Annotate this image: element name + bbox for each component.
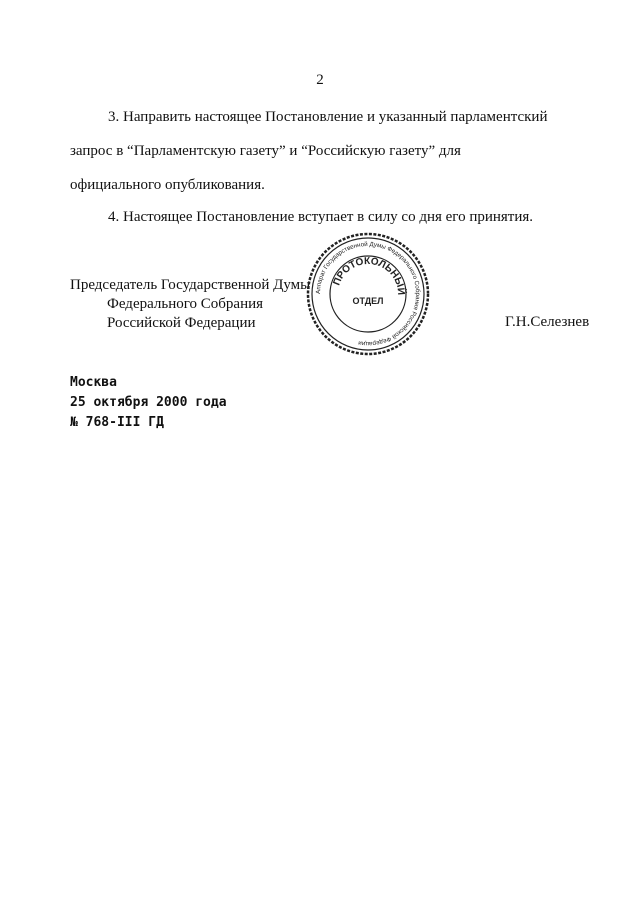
- signature-title-line-3: Российской Федерации: [107, 315, 256, 331]
- signature-title-line-1: Председатель Государственной Думы: [70, 277, 311, 293]
- place-date-number: [70, 373, 227, 433]
- signature-title-line-2: Федерального Собрания: [107, 296, 264, 312]
- word: запрос: [70, 143, 113, 159]
- paragraph-3-line-3: официального опубликования.: [70, 177, 265, 193]
- word: в: [116, 143, 124, 159]
- word: и: [289, 143, 298, 159]
- date: 25 октября 2000 года: [70, 395, 227, 410]
- paragraph-3-line-2: [70, 134, 597, 168]
- word: “Российскую газету”: [301, 143, 436, 159]
- city: Москва: [70, 375, 117, 390]
- page-number: 2: [316, 72, 324, 88]
- word: для: [438, 143, 461, 159]
- paragraph-3: [70, 100, 597, 202]
- stamp-center-text: ОТДЕЛ: [352, 296, 384, 306]
- signature-name: Г.Н.Селезнев: [505, 314, 590, 330]
- official-stamp: [306, 232, 430, 356]
- stamp-top-text: ПРОТОКОЛЬНЫЙ: [331, 255, 407, 296]
- paragraph-4: 4. Настоящее Постановление вступает в силу со дня его принятия.: [108, 209, 534, 225]
- stamp-ring-text: Аппарат Государственной Думы Федерального Собрания Российской Федерации: [314, 240, 422, 348]
- paragraph-3-line-1: 3. Направить настоящее Постановление и указанный парламентский: [108, 109, 548, 125]
- document-number: № 768-III ГД: [70, 415, 164, 430]
- word: “Парламентскую газету”: [127, 143, 286, 159]
- signature-title: [70, 276, 310, 333]
